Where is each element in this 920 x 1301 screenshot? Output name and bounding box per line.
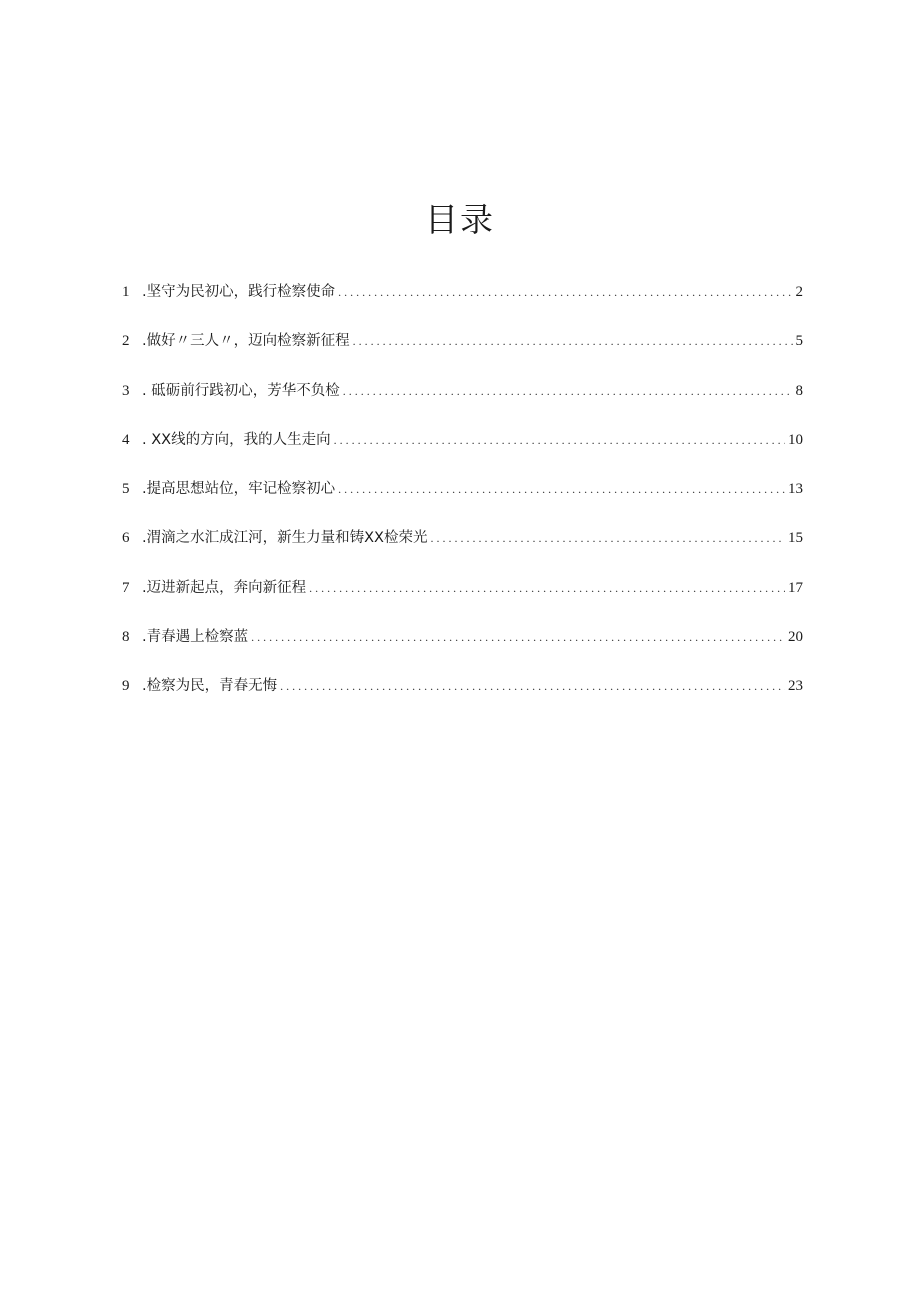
toc-entry[interactable] [122,674,803,723]
toc-entry-page: 23 [788,678,803,695]
toc-entry-title: .做好〃三人〃，迈向检察新征程 [142,333,350,350]
toc-entry-title: .检察为民，青春无悔 [142,678,278,695]
toc-dot-leader [334,428,785,452]
toc-entry-page: 15 [788,530,803,547]
toc-entry-title: . 砥砺前行践初心，芳华不负检 [142,382,340,399]
toc-entry-page: 8 [795,382,803,399]
toc-entry-page: 2 [795,284,803,300]
toc-entry-number: 4 [122,431,130,448]
toc-entry-title: . XX线的方向，我的人生走向 [142,431,331,448]
toc-entry[interactable] [122,428,803,477]
toc-dot-leader [280,674,785,698]
toc-entry[interactable] [122,329,803,378]
toc-entry-number: 1 [122,284,130,300]
toc-title: 目录 [425,200,495,239]
toc-dot-leader [353,329,793,353]
toc-entry-number: 9 [122,678,130,695]
toc-entry-page: 20 [788,629,803,646]
toc-entry-number: 5 [122,481,130,498]
toc-dot-leader [343,379,793,403]
toc-dot-leader [338,280,792,304]
toc-dot-leader [251,625,785,649]
toc-entry-page: 5 [795,333,803,350]
toc-entry-title: .坚守为民初心，践行检察使命 [142,284,336,300]
toc-dot-leader [338,477,785,501]
toc-entry[interactable] [122,625,803,674]
toc-entry-page: 10 [788,431,803,448]
toc-entry-title: .青春遇上检察蓝 [142,629,249,646]
toc-entry[interactable] [122,477,803,526]
toc-entry-title: .迈进新起点，奔向新征程 [142,579,307,596]
toc-entry-number: 2 [122,333,130,350]
toc-entry-number: 3 [122,382,130,399]
toc-entry[interactable] [122,576,803,625]
toc-entry-number: 7 [122,579,130,596]
toc-dot-leader [309,576,785,600]
toc-entry-number: 6 [122,530,130,547]
toc-list [122,280,803,724]
toc-entry[interactable] [122,526,803,575]
toc-entry-number: 8 [122,629,130,646]
toc-entry-page: 13 [788,481,803,498]
toc-dot-leader [430,526,785,550]
toc-entry-title: .渭滴之水汇成江河，新生力量和铸XX检荣光 [142,530,428,547]
toc-entry[interactable] [122,280,803,329]
toc-entry[interactable] [122,379,803,428]
toc-entry-page: 17 [788,579,803,596]
toc-entry-title: .提高思想站位，牢记检察初心 [142,481,336,498]
